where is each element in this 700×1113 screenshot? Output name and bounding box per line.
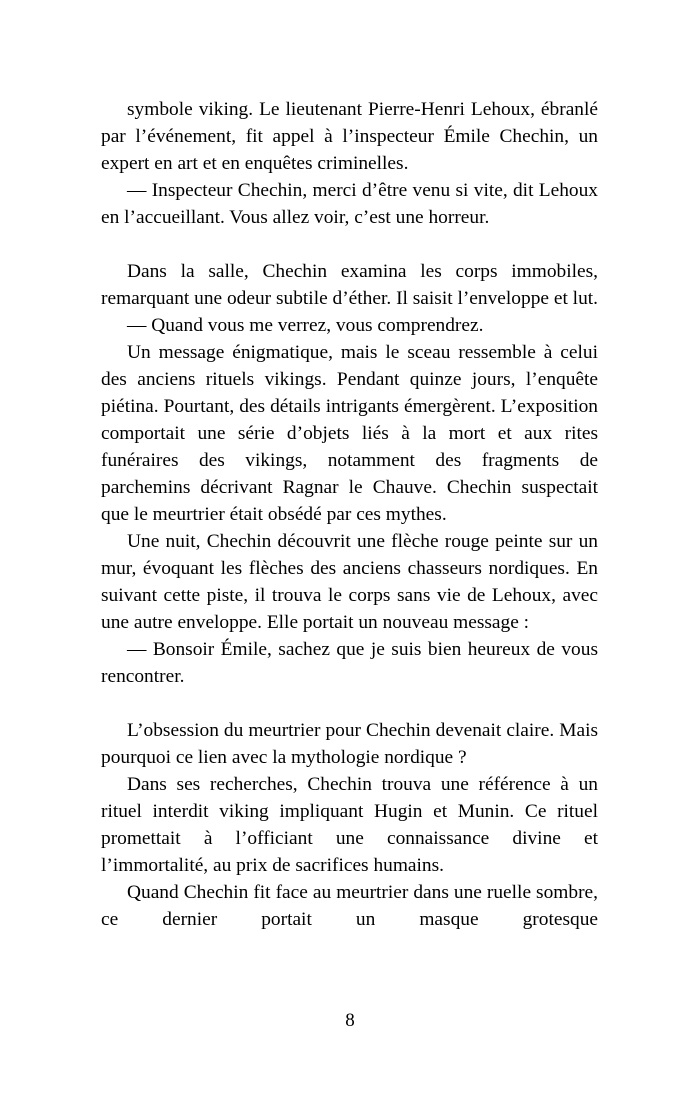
paragraph-dialogue: — Quand vous me verrez, vous comprendrez.: [127, 315, 484, 336]
paragraph-block-gap: [101, 231, 598, 258]
paragraph: Un message énigmatique, mais le sceau ressemble à celui des anciens rituels vikings. Pendant quinze jours, l’enquête piétina. Pourtant, des détails intrigants émergèrent. L’exposition comportait une série d’objets liés à la mort et aux rites funéraires des vikings, notamment des fragments de parchemins décrivant Ragnar le Chauve. Chechin suspectait que le meurtrier était obsédé par ces mythes.: [101, 342, 598, 525]
paragraph-block: [101, 96, 598, 231]
page-number: 8: [345, 1010, 355, 1031]
paragraph: L’obsession du meurtrier pour Chechin devenait claire. Mais pourquoi ce lien avec la mythologie nordique ?: [101, 720, 598, 768]
paragraph-continued: Quand Chechin fit face au meurtrier dans une ruelle sombre, ce dernier portait un masque grotesque: [101, 882, 598, 930]
paragraph: Dans la salle, Chechin examina les corps immobiles, remarquant une odeur subtile d’éther. Il saisit l’enveloppe et lut.: [101, 261, 598, 309]
paragraph: Une nuit, Chechin découvrit une flèche rouge peinte sur un mur, évoquant les flèches des anciens chasseurs nordiques. En suivant cette piste, il trouva le corps sans vie de Lehoux, avec une autre enveloppe. Elle portait un nouveau message :: [101, 531, 598, 633]
paragraph-dialogue: — Inspecteur Chechin, merci d’être venu si vite, dit Lehoux en l’accueillant. Vous allez voir, c’est une horreur.: [101, 180, 598, 228]
paragraph-block: [101, 258, 598, 690]
paragraph-dialogue: — Bonsoir Émile, sachez que je suis bien heureux de vous rencontrer.: [101, 639, 598, 687]
paragraph: Dans ses recherches, Chechin trouva une référence à un rituel interdit viking impliquant Hugin et Munin. Ce rituel promettait à l’officiant une connaissance divine et l’immortalité, au prix de sacrifices humains.: [101, 774, 598, 876]
paragraph-block: [101, 717, 598, 933]
paragraph: symbole viking. Le lieutenant Pierre-Henri Lehoux, ébranlé par l’événement, fit appel à l’inspecteur Émile Chechin, un expert en art et en enquêtes criminelles.: [101, 99, 598, 174]
page-text-body: [101, 96, 598, 933]
paragraph-block-gap: [101, 690, 598, 717]
